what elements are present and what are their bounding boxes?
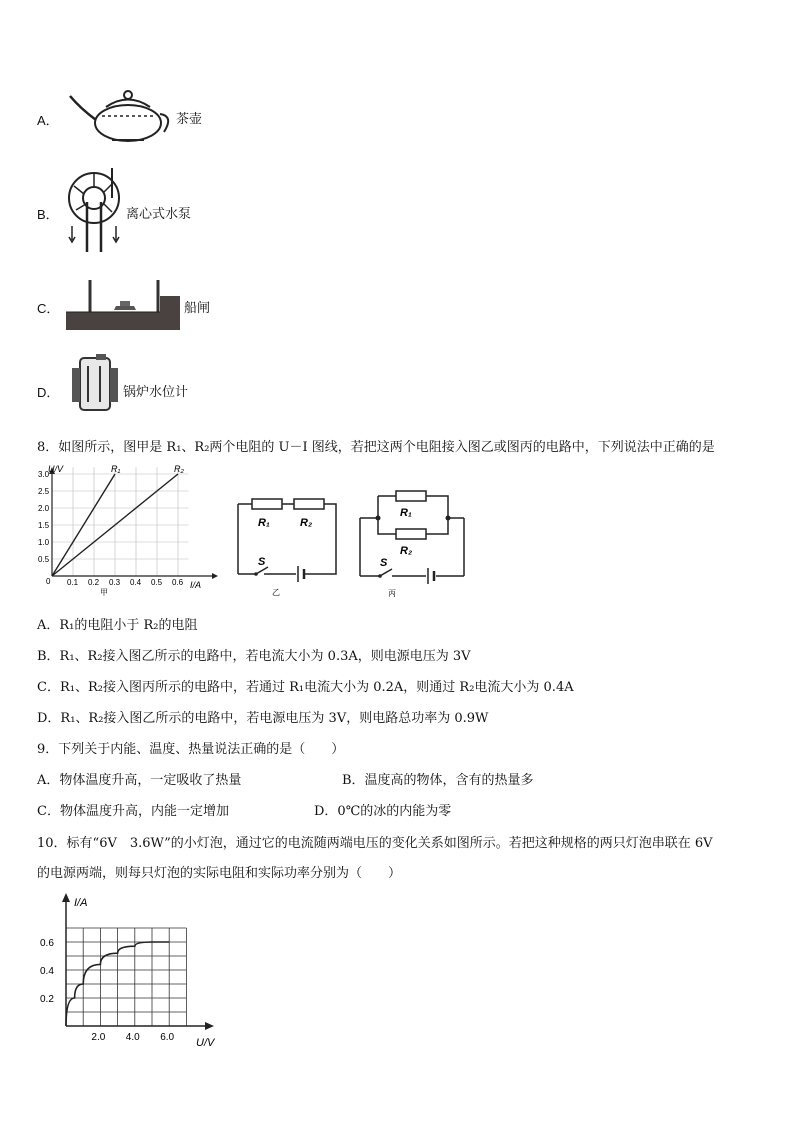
q7-option-c-letter: C． xyxy=(37,301,60,316)
q8-series-r1-label: R₁ xyxy=(258,517,270,529)
q8-parallel-caption: 丙 xyxy=(388,589,396,598)
q10-graph-xtick-label: 2.0 xyxy=(91,1032,106,1043)
boiler-gauge-icon xyxy=(68,352,124,414)
q8-graph-x-arrow xyxy=(212,573,218,579)
q9-option-c: C．物体温度升高，内能一定增加 xyxy=(37,804,229,819)
teapot-icon xyxy=(66,82,174,148)
q8-parallel-r1-label: R₁ xyxy=(400,507,412,519)
q9-option-d: D．0℃的冰的内能为零 xyxy=(314,804,452,819)
q8-graph-xtick-label: 0.1 xyxy=(67,578,79,587)
q8-graph-caption: 甲 xyxy=(100,588,108,597)
q7-option-b-caption: 离心式水泵 xyxy=(126,207,192,222)
q10-graph-xtick-label: 4.0 xyxy=(125,1032,140,1043)
q8-stem: 8．如图所示，图甲是 R₁、R₂两个电阻的 U－I 图线，若把这两个电阻接入图乙或图丙的电路中，下列说法中正确的是 xyxy=(37,440,715,455)
q10-stem-line1: 10．标有“6V 3.6W”的小灯泡，通过它的电流随两端电压的变化关系如图所示。若把这种规格的两只灯泡串联在 6V xyxy=(37,836,713,851)
q10-graph-x-arrow xyxy=(205,1022,214,1030)
q8-graph-xtick-label: 0.5 xyxy=(151,578,163,587)
q8-parallel-switch xyxy=(380,569,392,576)
q7-option-d-letter: D． xyxy=(37,385,60,400)
q8-graph-r2-label: R₂ xyxy=(174,464,184,474)
q8-series-r2-resistor xyxy=(294,499,324,509)
q8-graph-xtick-label: 0.3 xyxy=(109,578,121,587)
q8-series-r2-label: R₂ xyxy=(300,517,313,529)
q9-option-a: A．物体温度升高，一定吸收了热量 xyxy=(37,773,242,788)
q7-option-b-letter: B． xyxy=(37,207,59,222)
q8-parallel-circuit xyxy=(356,486,470,598)
q10-graph-ylabel: I/A xyxy=(74,897,88,909)
q8-series-r1-resistor xyxy=(252,499,282,509)
q9-stem: 9．下列关于内能、温度、热量说法正确的是（ ） xyxy=(37,742,345,757)
q10-graph-ytick-label: 0.4 xyxy=(40,966,54,977)
q8-series-caption: 乙 xyxy=(272,588,280,597)
q8-option-d: D．R₁、R₂接入图乙所示的电路中，若电源电压为 3V，则电路总功率为 0.9W xyxy=(37,711,489,726)
q8-option-c: C．R₁、R₂接入图丙所示的电路中，若通过 R₁电流大小为 0.2A，则通过 R₂电流大小为 0.4A xyxy=(37,680,574,695)
q7-option-c-caption: 船闸 xyxy=(184,301,211,316)
q8-graph-origin: 0 xyxy=(46,577,51,586)
q7-option-a-letter: A． xyxy=(37,113,59,128)
q8-graph-xlabel: I/A xyxy=(190,580,202,590)
q8-graph-ytick-label: 1.5 xyxy=(38,521,50,530)
q8-option-b: B．R₁、R₂接入图乙所示的电路中，若电流大小为 0.3A，则电源电压为 3V xyxy=(37,649,471,664)
q10-graph-xlabel: U/V xyxy=(196,1037,215,1049)
q8-option-a: A．R₁的电阻小于 R₂的电阻 xyxy=(37,618,198,633)
q8-graph-ytick-label: 2.5 xyxy=(38,487,50,496)
q8-graph-xtick-label: 0.2 xyxy=(88,578,100,587)
q10-graph-y-arrow xyxy=(62,893,70,902)
q10-graph-xtick-label: 6.0 xyxy=(160,1032,175,1043)
q8-series-switch xyxy=(256,567,268,574)
q7-option-a-caption: 茶壶 xyxy=(176,112,203,127)
q8-series-switch-label: S xyxy=(258,556,266,568)
q8-parallel-r1-resistor xyxy=(396,491,426,501)
q8-parallel-switch-label: S xyxy=(380,557,388,569)
q10-ui-graph xyxy=(34,890,220,1050)
q8-graph-ytick-label: 3.0 xyxy=(38,470,50,479)
q8-graph-r1-label: R₁ xyxy=(111,464,121,474)
q8-graph-ytick-label: 0.5 xyxy=(38,555,50,564)
centrifugal-pump-icon xyxy=(64,166,126,252)
q10-graph-ytick-label: 0.2 xyxy=(40,994,54,1005)
q10-graph-ytick-label: 0.6 xyxy=(40,938,54,949)
q10-stem-line2: 的电源两端，则每只灯泡的实际电阻和实际功率分别为（ ） xyxy=(37,866,402,881)
q8-series-circuit xyxy=(232,488,342,598)
ship-lock-icon xyxy=(64,278,182,332)
q7-option-d-caption: 锅炉水位计 xyxy=(123,385,189,400)
q8-graph-ytick-label: 1.0 xyxy=(38,538,50,547)
q8-graph-xtick-label: 0.4 xyxy=(130,578,142,587)
q8-graph-xtick-label: 0.6 xyxy=(172,578,184,587)
q8-graph-ylabel: U/V xyxy=(48,464,64,474)
q9-option-b: B．温度高的物体，含有的热量多 xyxy=(342,773,534,788)
q8-graph-ytick-label: 2.0 xyxy=(38,504,50,513)
q8-parallel-r2-resistor xyxy=(396,529,426,539)
q8-parallel-r2-label: R₂ xyxy=(400,545,413,557)
q8-ui-graph xyxy=(34,462,224,600)
